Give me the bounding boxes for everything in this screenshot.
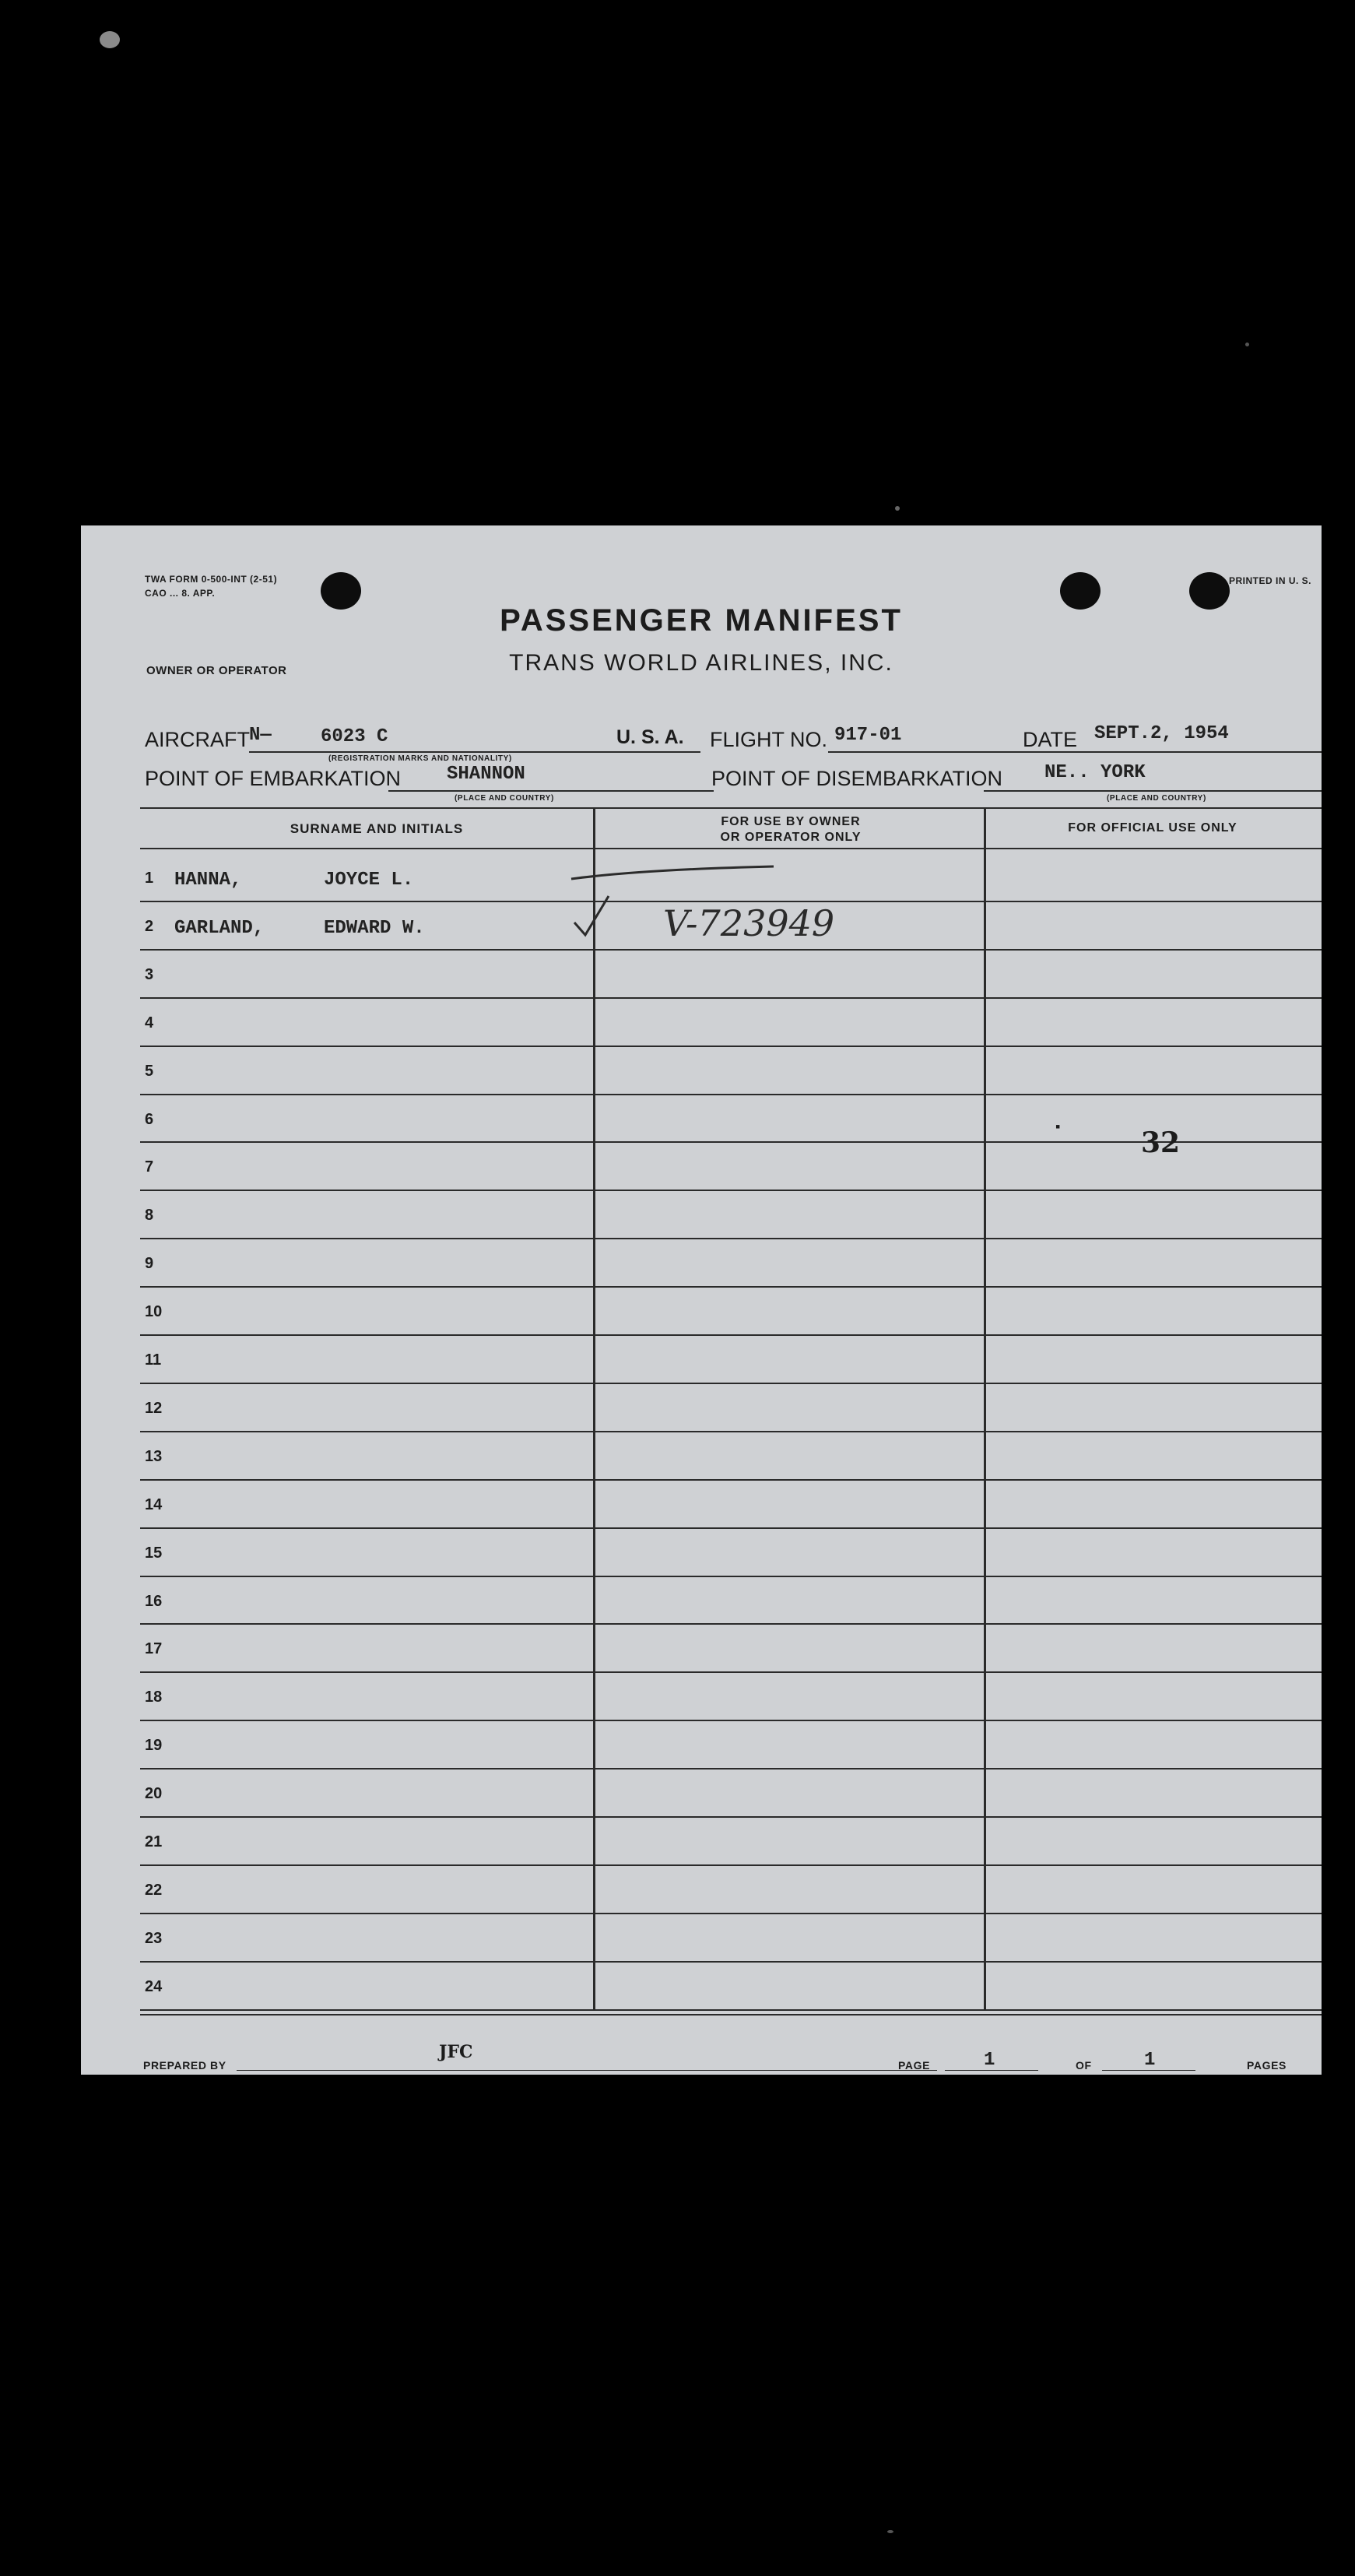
background-speck — [887, 2530, 893, 2533]
table-row-number: 2 — [145, 917, 154, 935]
row-line — [140, 1527, 1322, 1529]
disembark-line — [984, 790, 1322, 792]
page-label: PAGE — [898, 2059, 931, 2072]
row-line — [140, 1334, 1322, 1336]
table-row-number: 19 — [145, 1737, 163, 1755]
row-line — [140, 1816, 1322, 1818]
of-label: OF — [1076, 2059, 1092, 2072]
row-line — [140, 1431, 1322, 1432]
row-line — [140, 1671, 1322, 1673]
registration-caption: (REGISTRATION MARKS AND NATIONALITY) — [328, 754, 512, 763]
table-row-number: 3 — [145, 965, 154, 983]
embark-line — [388, 790, 714, 792]
prepared-by-value: JFC — [439, 2042, 473, 2062]
flight-value: 917-01 — [834, 725, 902, 746]
passenger-initials: JOYCE L. — [324, 870, 414, 891]
column-header-owner-use-1: FOR USE BY OWNER — [721, 815, 861, 828]
row-line — [140, 1913, 1322, 1914]
row-line — [140, 2009, 1322, 2011]
date-label: DATE — [1023, 728, 1078, 751]
table-header-line — [140, 848, 1322, 849]
aircraft-label: AIRCRAFT — [145, 728, 250, 751]
table-row-number: 14 — [145, 1495, 163, 1513]
row-line — [140, 1383, 1322, 1384]
table-row-number: 10 — [145, 1303, 163, 1321]
embark-label: POINT OF EMBARKATION — [145, 767, 402, 790]
form-code-line1: TWA FORM 0-500-INT (2-51) — [145, 574, 278, 585]
disembark-value: NE.. YORK — [1044, 762, 1146, 783]
aircraft-line — [249, 751, 700, 753]
row-line — [140, 1576, 1322, 1577]
passenger-surname: GARLAND, — [174, 917, 265, 939]
nationality: U. S. A. — [616, 726, 684, 748]
page-value: 1 — [984, 2050, 995, 2071]
row-line — [140, 1094, 1322, 1095]
row-line — [140, 1238, 1322, 1239]
table-row-number: 21 — [145, 1833, 163, 1850]
row-line — [140, 1864, 1322, 1866]
official-stamp-number: 32 — [1141, 1126, 1181, 1159]
passenger-initials: EDWARD W. — [324, 917, 425, 939]
column-divider-official — [984, 807, 986, 2009]
background-speck — [1245, 343, 1249, 346]
manifest-sheet — [81, 525, 1322, 2075]
background-speck — [100, 31, 120, 48]
passenger-surname: HANNA, — [174, 870, 242, 891]
row-line — [140, 1720, 1322, 1721]
table-row-number: 24 — [145, 1977, 163, 1995]
table-row-number: 20 — [145, 1785, 163, 1803]
page-title: PASSENGER MANIFEST — [500, 603, 903, 638]
row-line — [140, 1961, 1322, 1963]
embark-caption: (PLACE AND COUNTRY) — [455, 794, 554, 803]
background-speck — [895, 506, 900, 511]
table-row-number: 7 — [145, 1158, 154, 1176]
row-line — [140, 1190, 1322, 1191]
row-line — [140, 997, 1322, 999]
disembark-caption: (PLACE AND COUNTRY) — [1107, 794, 1206, 803]
table-row-number: 11 — [145, 1351, 162, 1369]
owner-operator-label: OWNER OR OPERATOR — [146, 664, 287, 677]
disembark-label: POINT OF DISEMBARKATION — [711, 767, 1003, 790]
row-line — [140, 1623, 1322, 1625]
column-divider-surname — [593, 807, 595, 2009]
row-line — [140, 1046, 1322, 1047]
column-header-surname: SURNAME AND INITIALS — [290, 821, 464, 836]
aircraft-value: 6023 C — [321, 726, 388, 747]
prepared-by-label: PREPARED BY — [143, 2059, 226, 2072]
row-line — [140, 1286, 1322, 1288]
table-bottom-line — [140, 2014, 1322, 2015]
of-value: 1 — [1144, 2050, 1156, 2071]
stamp-mark: ▪ — [1055, 1119, 1061, 1134]
row-line — [140, 1479, 1322, 1481]
column-header-owner-use-2: OR OPERATOR ONLY — [720, 831, 862, 844]
column-header-official: FOR OFFICIAL USE ONLY — [1068, 821, 1237, 835]
prepared-by-line — [237, 2070, 937, 2071]
table-row-number: 9 — [145, 1255, 154, 1273]
flight-label: FLIGHT NO. — [710, 728, 828, 751]
date-line — [1076, 751, 1322, 753]
table-top-line — [140, 807, 1322, 809]
table-row-number: 13 — [145, 1447, 163, 1465]
table-row-number: 15 — [145, 1544, 163, 1562]
row2-handwritten-note: V-723949 — [663, 902, 835, 944]
table-row-number: 23 — [145, 1929, 163, 1947]
table-row-number: 16 — [145, 1592, 163, 1610]
row-line — [140, 1768, 1322, 1769]
table-row-number: 6 — [145, 1110, 154, 1128]
pages-label: PAGES — [1247, 2059, 1287, 2072]
form-code-line2: CAO ... 8. APP. — [145, 588, 216, 599]
table-row-number: 1 — [145, 870, 154, 887]
airline-name: TRANS WORLD AIRLINES, INC. — [509, 650, 893, 676]
embark-value: SHANNON — [447, 764, 525, 785]
table-row-number: 17 — [145, 1640, 163, 1658]
table-row-number: 8 — [145, 1207, 154, 1225]
table-row-number: 18 — [145, 1689, 163, 1706]
table-row-number: 5 — [145, 1062, 154, 1080]
aircraft-prefix: N— — [249, 725, 272, 746]
table-row-number: 4 — [145, 1014, 154, 1031]
printed-in-label: PRINTED IN U. S. — [1229, 575, 1312, 586]
table-row-number: 22 — [145, 1881, 163, 1899]
table-row-number: 12 — [145, 1399, 163, 1417]
date-value: SEPT.2, 1954 — [1094, 723, 1229, 744]
